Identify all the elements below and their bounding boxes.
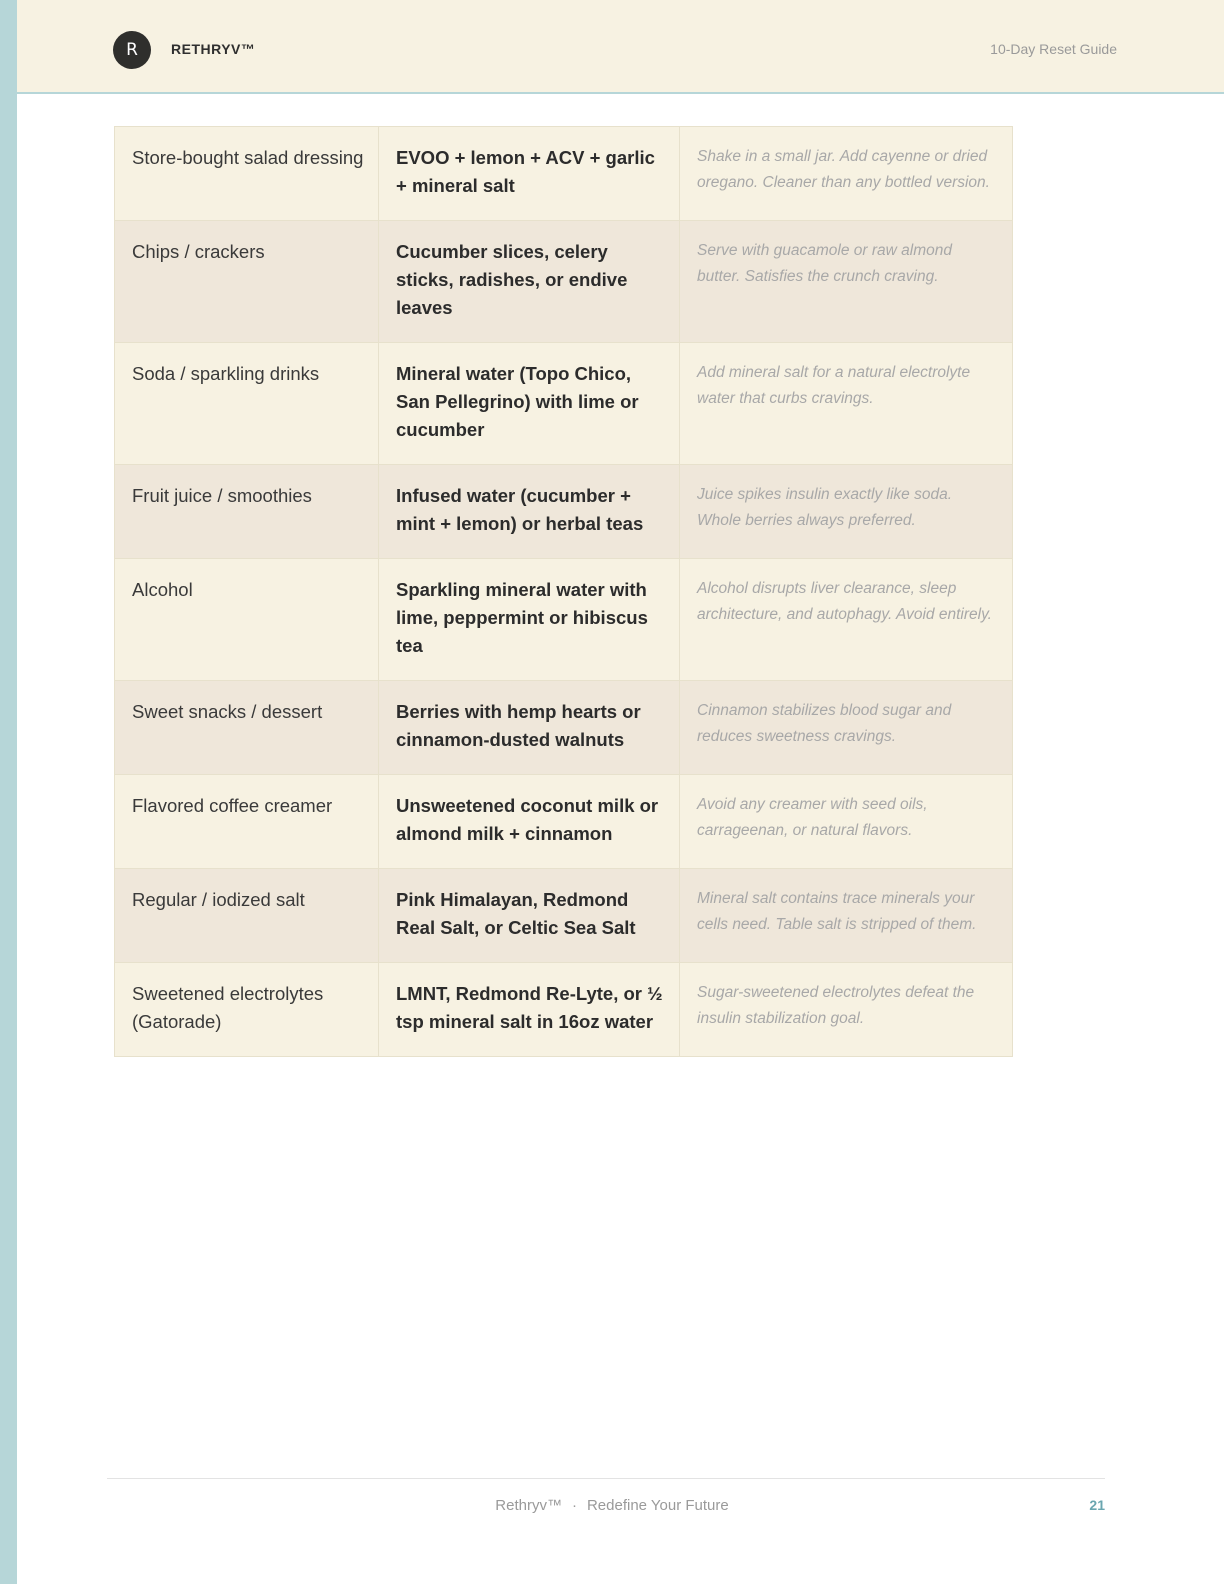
footer-tagline [0,1497,1224,1514]
note-cell: Alcohol disrupts liver clearance, sleep architecture, and autophagy. Avoid entirely. [680,559,1013,681]
swap-cell: Sparkling mineral water with lime, peppermint or hibiscus tea [379,559,680,681]
table-row [115,963,1013,1057]
table-row [115,465,1013,559]
item-cell: Regular / iodized salt [115,869,379,963]
note-cell: Serve with guacamole or raw almond butter. Satisfies the crunch craving. [680,221,1013,343]
swap-cell: Cucumber slices, celery sticks, radishes, or endive leaves [379,221,680,343]
table-row [115,343,1013,465]
page-number: 21 [1089,1497,1105,1513]
brand-name: RETHRYV™ [171,41,256,57]
page-header [17,0,1224,94]
item-cell: Fruit juice / smoothies [115,465,379,559]
note-cell: Mineral salt contains trace minerals your cells need. Table salt is stripped of them. [680,869,1013,963]
item-cell: Store-bought salad dressing [115,127,379,221]
item-cell: Chips / crackers [115,221,379,343]
swap-cell: Mineral water (Topo Chico, San Pellegrino) with lime or cucumber [379,343,680,465]
item-cell: Soda / sparkling drinks [115,343,379,465]
swap-cell: LMNT, Redmond Re-Lyte, or ½ tsp mineral salt in 16oz water [379,963,680,1057]
item-cell: Alcohol [115,559,379,681]
footer-slogan: Redefine Your Future [586,1497,729,1514]
note-cell: Sugar-sweetened electrolytes defeat the insulin stabilization goal. [680,963,1013,1057]
note-cell: Shake in a small jar. Add cayenne or dried oregano. Cleaner than any bottled version. [680,127,1013,221]
swap-cell: Unsweetened coconut milk or almond milk + cinnamon [379,775,680,869]
item-cell: Sweet snacks / dessert [115,681,379,775]
note-cell: Juice spikes insulin exactly like soda. Whole berries always preferred. [680,465,1013,559]
swap-cell: Infused water (cucumber + mint + lemon) or herbal teas [379,465,680,559]
swap-cell: EVOO + lemon + ACV + garlic + mineral salt [379,127,680,221]
table-row [115,869,1013,963]
footer-separator: · [571,1497,577,1514]
note-cell: Cinnamon stabilizes blood sugar and reduces sweetness cravings. [680,681,1013,775]
item-cell: Flavored coffee creamer [115,775,379,869]
table-row [115,559,1013,681]
left-accent-bar [0,0,17,1584]
swap-table [114,126,1013,1057]
table-row [115,775,1013,869]
guide-title: 10-Day Reset Guide [990,41,1117,57]
note-cell: Avoid any creamer with seed oils, carrageenan, or natural flavors. [680,775,1013,869]
item-cell: Sweetened electrolytes (Gatorade) [115,963,379,1057]
table-row [115,681,1013,775]
footer-brand: Rethryv™ [495,1497,562,1514]
table-row [115,221,1013,343]
note-cell: Add mineral salt for a natural electrolyte water that curbs cravings. [680,343,1013,465]
footer-divider [107,1478,1105,1479]
brand-logo: R [113,31,151,69]
swap-cell: Pink Himalayan, Redmond Real Salt, or Celtic Sea Salt [379,869,680,963]
table-row [115,127,1013,221]
swap-cell: Berries with hemp hearts or cinnamon-dusted walnuts [379,681,680,775]
